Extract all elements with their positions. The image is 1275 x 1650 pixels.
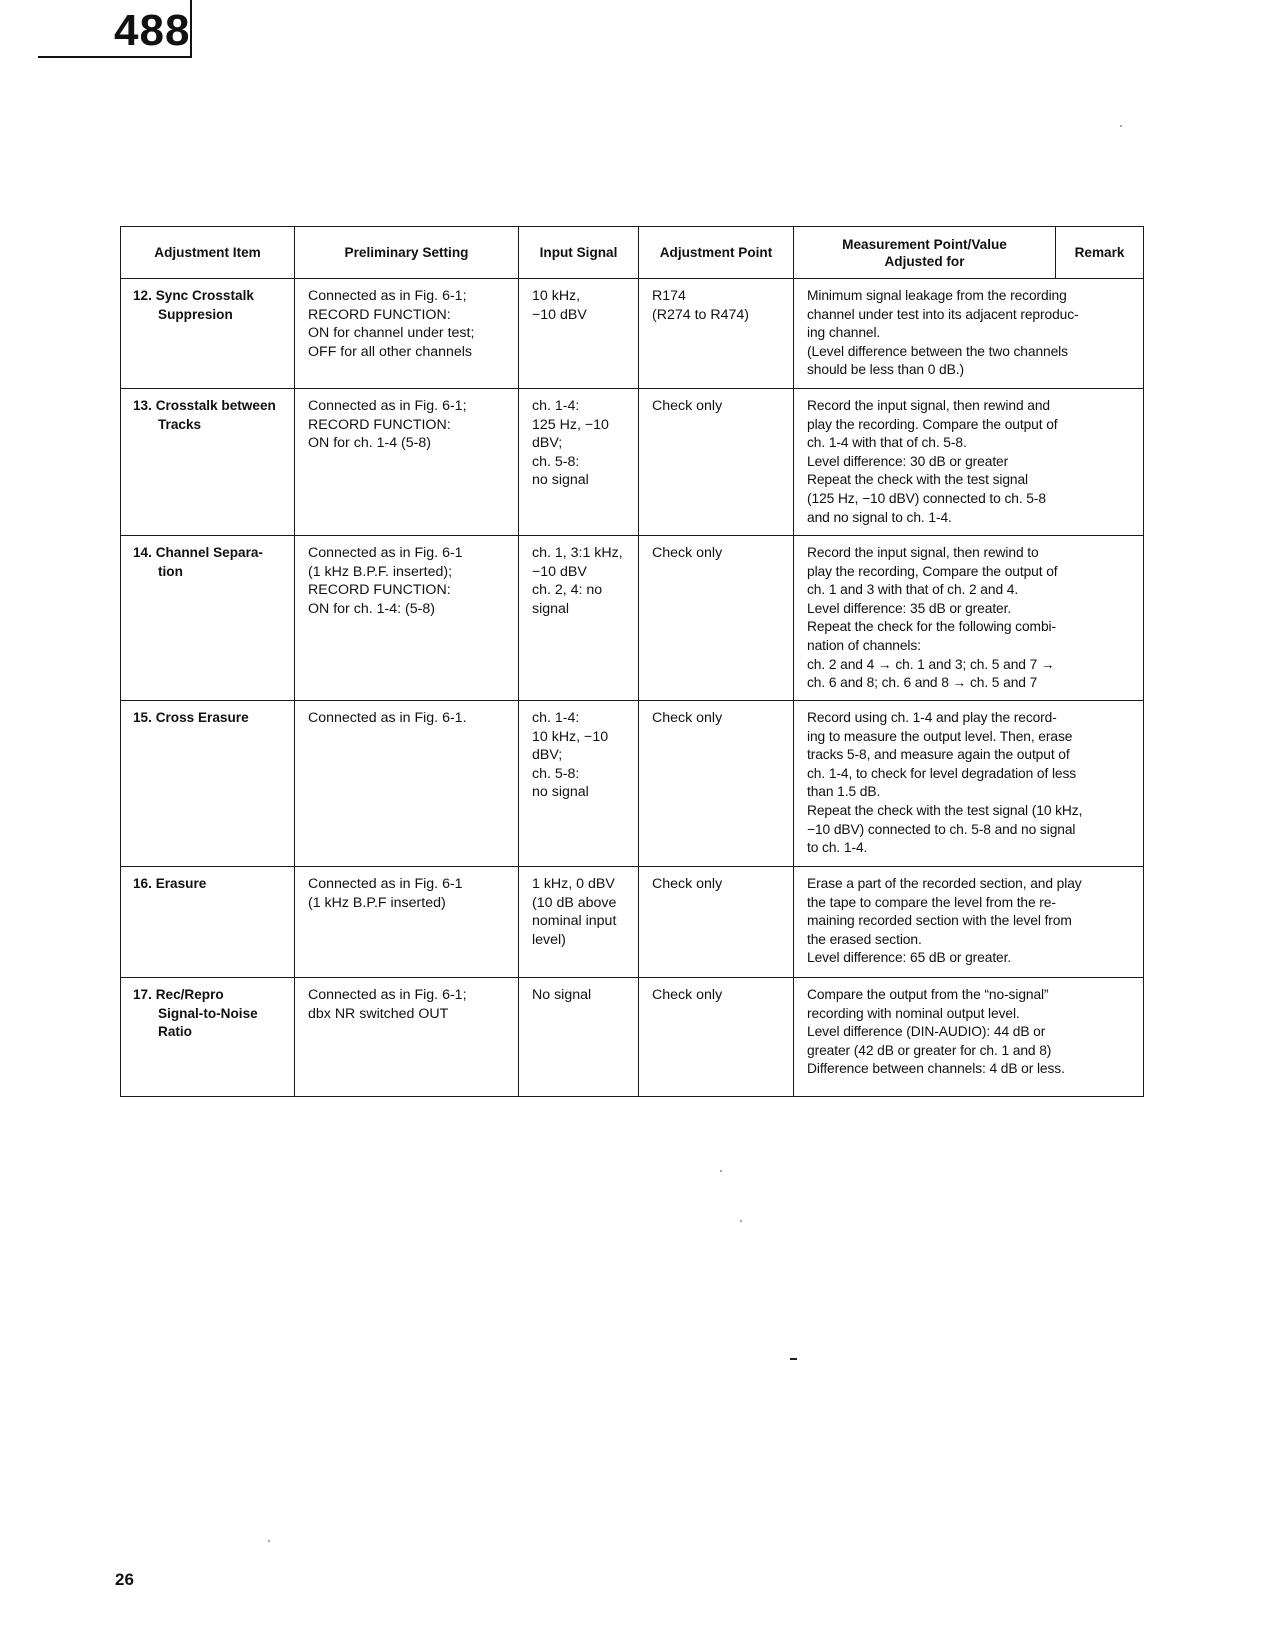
table-row xyxy=(121,978,1144,1097)
cell-preliminary-setting xyxy=(295,536,519,701)
cell-input-signal xyxy=(519,389,639,536)
scan-speck xyxy=(740,1220,742,1222)
item-title-line: Signal-to-Noise xyxy=(158,1005,258,1021)
item-title-line: Rec/Repro xyxy=(155,987,224,1002)
cell-measurement-line: ch. 1-4, to check for level degradation of less xyxy=(807,765,1077,781)
cell-measurement-line: −10 dBV) connected to ch. 5-8 and no signal xyxy=(807,821,1076,837)
scan-speck xyxy=(1120,125,1122,127)
cell-preliminary-setting-line: RECORD FUNCTION: xyxy=(308,582,451,599)
cell-adjustment-point xyxy=(639,701,794,867)
table-row xyxy=(121,279,1144,389)
cell-preliminary-setting-line: RECORD FUNCTION: xyxy=(308,416,451,433)
cell-measurement-line: nation of channels: xyxy=(807,637,921,653)
header-remark: Remark xyxy=(1056,227,1144,279)
cell-adjustment-point-line: (R274 to R474) xyxy=(652,306,749,323)
cell-adjustment-point-line: Check only xyxy=(652,398,723,414)
cell-input-signal xyxy=(519,978,639,1097)
cell-preliminary-setting xyxy=(295,978,519,1097)
cell-measurement-line: ing channel. xyxy=(807,325,881,341)
cell-preliminary-setting-line: ON for ch. 1-4 (5-8) xyxy=(308,435,431,452)
cell-measurement-line: (Level difference between the two channels xyxy=(807,343,1068,359)
cell-preliminary-setting-line: dbx NR switched OUT xyxy=(308,1005,449,1022)
cell-measurement-line: (125 Hz, −10 dBV) connected to ch. 5-8 xyxy=(807,490,1046,506)
cell-adjustment-item xyxy=(121,867,295,978)
cell-adjustment-point-line: Check only xyxy=(652,987,723,1003)
cell-input-signal xyxy=(519,701,639,867)
cell-input-signal-line: level) xyxy=(532,931,566,948)
table-row xyxy=(121,389,1144,536)
item-number: 16. xyxy=(133,876,152,891)
cell-measurement-line: Minimum signal leakage from the recording xyxy=(807,288,1067,303)
cell-measurement-line: should be less than 0 dB.) xyxy=(807,362,964,378)
header-adjustment-item: Adjustment Item xyxy=(121,227,295,279)
cell-preliminary-setting-line: RECORD FUNCTION: xyxy=(308,306,451,323)
cell-preliminary-setting-line: Connected as in Fig. 6-1; xyxy=(308,398,467,414)
scan-speck xyxy=(720,1170,722,1172)
item-number: 15. xyxy=(133,710,152,725)
cell-adjustment-point xyxy=(639,536,794,701)
cell-measurement-line: Level difference (DIN-AUDIO): 44 dB or xyxy=(807,1024,1046,1040)
cell-preliminary-setting-line: Connected as in Fig. 6-1 xyxy=(308,545,463,561)
cell-preliminary-setting xyxy=(295,389,519,536)
cell-preliminary-setting xyxy=(295,279,519,389)
cell-adjustment-point xyxy=(639,867,794,978)
page-number: 26 xyxy=(115,1570,134,1589)
cell-measurement-line: Level difference: 30 dB or greater xyxy=(807,453,1009,469)
cell-preliminary-setting xyxy=(295,701,519,867)
cell-adjustment-item xyxy=(121,279,295,389)
cell-measurement-line: Record the input signal, then rewind and xyxy=(807,398,1050,413)
header-measurement-point xyxy=(794,227,1056,279)
cell-measurement-line: Repeat the check with the test signal (10 kHz, xyxy=(807,802,1083,818)
cell-preliminary-setting-line: ON for ch. 1-4: (5-8) xyxy=(308,600,435,617)
cell-adjustment-item xyxy=(121,701,295,867)
cell-measurement-line: tracks 5-8, and measure again the output of xyxy=(807,747,1070,763)
cell-measurement-line: play the recording. Compare the output of xyxy=(807,416,1058,432)
cell-measurement xyxy=(794,867,1144,978)
cell-adjustment-point-line: Check only xyxy=(652,876,723,892)
cell-measurement-line: to ch. 1-4. xyxy=(807,840,868,856)
scan-mark xyxy=(790,1358,797,1360)
cell-measurement-line: Record the input signal, then rewind to xyxy=(807,545,1039,560)
table-body xyxy=(121,279,1144,1097)
cell-measurement-line: ch. 6 and 8; ch. 6 and 8 → ch. 5 and 7 xyxy=(807,675,1038,691)
cell-input-signal xyxy=(519,279,639,389)
cell-measurement-line: ing to measure the output level. Then, erase xyxy=(807,728,1073,744)
cell-input-signal-line: 10 kHz, −10 xyxy=(532,728,609,745)
cell-measurement xyxy=(794,701,1144,867)
item-number: 17. xyxy=(133,987,152,1002)
item-title-line: Cross Erasure xyxy=(155,710,249,725)
cell-preliminary-setting-line: Connected as in Fig. 6-1. xyxy=(308,710,467,726)
cell-input-signal-line: ch. 2, 4: no xyxy=(532,582,603,599)
cell-measurement-line: the erased section. xyxy=(807,931,922,947)
cell-input-signal-line: No signal xyxy=(532,987,592,1003)
cell-preliminary-setting-line: Connected as in Fig. 6-1; xyxy=(308,288,467,304)
item-title-line: Erasure xyxy=(155,876,207,891)
cell-input-signal-line: nominal input xyxy=(532,913,617,930)
cell-preliminary-setting-line: (1 kHz B.P.F inserted) xyxy=(308,894,446,911)
cell-measurement-line: Level difference: 65 dB or greater. xyxy=(807,950,1012,966)
header-measurement-line: Measurement Point/Value xyxy=(842,236,1007,252)
cell-measurement-line: maining recorded section with the level from xyxy=(807,913,1072,929)
table-row xyxy=(121,867,1144,978)
table-row xyxy=(121,536,1144,701)
cell-adjustment-point-line: Check only xyxy=(652,545,723,561)
cell-measurement-line: channel under test into its adjacent reproduc- xyxy=(807,306,1079,322)
cell-input-signal-line: ch. 1, 3:1 kHz, xyxy=(532,545,623,561)
cell-measurement xyxy=(794,279,1144,389)
cell-input-signal xyxy=(519,536,639,701)
cell-adjustment-point-line: Check only xyxy=(652,710,723,726)
table-header-row xyxy=(121,227,1144,279)
cell-measurement xyxy=(794,389,1144,536)
cell-adjustment-item xyxy=(121,536,295,701)
table-row xyxy=(121,701,1144,867)
cell-input-signal-line: ch. 5-8: xyxy=(532,765,580,782)
cell-measurement-line: and no signal to ch. 1-4. xyxy=(807,509,952,525)
cell-input-signal-line: ch. 5-8: xyxy=(532,453,580,470)
cell-input-signal xyxy=(519,867,639,978)
item-number: 12. xyxy=(133,288,152,303)
scan-speck xyxy=(268,1540,270,1542)
cell-input-signal-line: dBV; xyxy=(532,435,563,452)
cell-preliminary-setting xyxy=(295,867,519,978)
cell-input-signal-line: no signal xyxy=(532,472,589,489)
cell-measurement-line: than 1.5 dB. xyxy=(807,784,881,800)
cell-measurement-line: recording with nominal output level. xyxy=(807,1005,1020,1021)
cell-input-signal-line: signal xyxy=(532,600,570,617)
cell-measurement xyxy=(794,978,1144,1097)
cell-measurement xyxy=(794,536,1144,701)
cell-adjustment-point xyxy=(639,978,794,1097)
cell-adjustment-point-line: R174 xyxy=(652,288,686,304)
cell-adjustment-point xyxy=(639,389,794,536)
cell-measurement-line: Difference between channels: 4 dB or less. xyxy=(807,1061,1065,1077)
cell-measurement-line: ch. 1 and 3 with that of ch. 2 and 4. xyxy=(807,582,1019,598)
cell-adjustment-item xyxy=(121,978,295,1097)
cell-measurement-line: ch. 1-4 with that of ch. 5-8. xyxy=(807,435,967,451)
cell-input-signal-line: 1 kHz, 0 dBV xyxy=(532,876,615,892)
cell-measurement-line: Repeat the check with the test signal xyxy=(807,472,1029,488)
cell-input-signal-line: −10 dBV xyxy=(532,563,587,580)
cell-input-signal-line: ch. 1-4: xyxy=(532,710,580,726)
cell-measurement-line: the tape to compare the level from the re- xyxy=(807,894,1056,910)
item-title-line: Channel Separa- xyxy=(155,545,263,560)
cell-adjustment-point xyxy=(639,279,794,389)
header-measurement-line: Adjusted for xyxy=(884,253,965,269)
cell-measurement-line: Erase a part of the recorded section, and play xyxy=(807,876,1082,891)
item-title-line: Sync Crosstalk xyxy=(155,288,254,303)
cell-measurement-line: Record using ch. 1-4 and play the record- xyxy=(807,710,1057,725)
cell-input-signal-line: dBV; xyxy=(532,747,563,764)
item-title-line: tion xyxy=(158,563,183,579)
cell-preliminary-setting-line: Connected as in Fig. 6-1 xyxy=(308,876,463,892)
cell-input-signal-line: 125 Hz, −10 xyxy=(532,416,609,433)
header-input-signal: Input Signal xyxy=(519,227,639,279)
model-number-box xyxy=(38,0,192,58)
cell-preliminary-setting-line: (1 kHz B.P.F. inserted); xyxy=(308,563,453,580)
item-title-line: Tracks xyxy=(158,416,202,432)
item-number: 14. xyxy=(133,545,152,560)
item-number: 13. xyxy=(133,398,152,413)
model-number: 488 xyxy=(114,6,191,55)
item-title-line: Crosstalk between xyxy=(155,398,276,413)
cell-measurement-line: play the recording, Compare the output of xyxy=(807,563,1058,579)
cell-input-signal-line: 10 kHz, xyxy=(532,288,581,304)
cell-preliminary-setting-line: Connected as in Fig. 6-1; xyxy=(308,987,467,1003)
item-title-line: Ratio xyxy=(158,1024,192,1040)
cell-measurement-line: Compare the output from the “no-signal” xyxy=(807,987,1049,1002)
cell-measurement-line: Level difference: 35 dB or greater. xyxy=(807,600,1012,616)
cell-input-signal-line: −10 dBV xyxy=(532,306,587,323)
cell-adjustment-item xyxy=(121,389,295,536)
cell-preliminary-setting-line: OFF for all other channels xyxy=(308,343,473,360)
cell-measurement-line: greater (42 dB or greater for ch. 1 and 8) xyxy=(807,1042,1052,1058)
cell-preliminary-setting-line: ON for channel under test; xyxy=(308,325,475,342)
cell-input-signal-line: (10 dB above xyxy=(532,894,617,911)
adjustment-table xyxy=(120,226,1144,1097)
header-adjustment-point: Adjustment Point xyxy=(639,227,794,279)
cell-measurement-line: Repeat the check for the following combi- xyxy=(807,619,1056,635)
header-preliminary-setting: Preliminary Setting xyxy=(295,227,519,279)
item-title-line: Suppresion xyxy=(158,306,233,322)
cell-input-signal-line: no signal xyxy=(532,784,589,801)
cell-input-signal-line: ch. 1-4: xyxy=(532,398,580,414)
cell-measurement-line: ch. 2 and 4 → ch. 1 and 3; ch. 5 and 7 → xyxy=(807,656,1055,672)
